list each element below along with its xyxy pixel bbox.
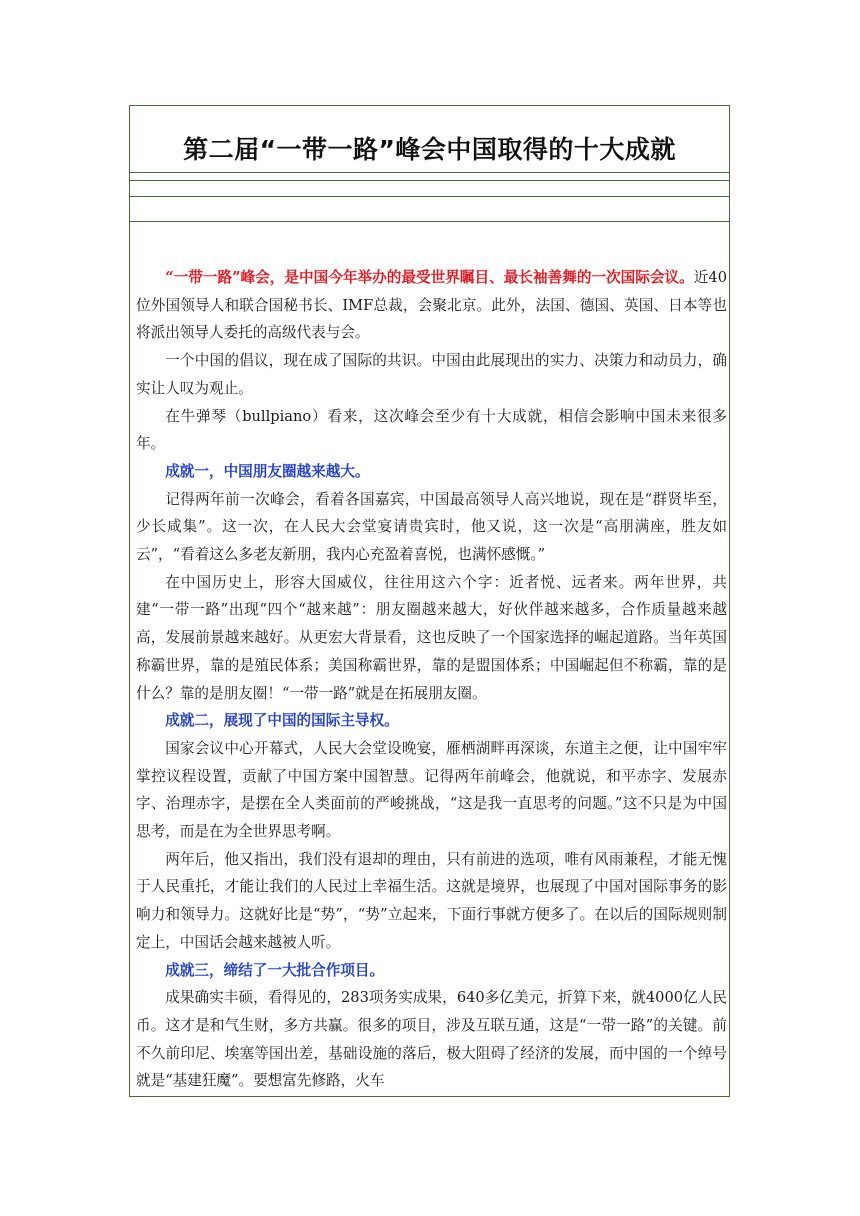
section-heading-1: 成就一，中国朋友圈越来越大。 [165, 462, 370, 480]
body-paragraph: 国家会议中心开幕式，人民大会堂设晚宴，雁栖湖畔再深谈，东道主之便，让中国牢牢掌控议程设置，贡献了中国方案中国智慧。记得两年前峰会，他就说，和平赤字、发展赤字、治理赤字，是摆在全人类面前的严峻挑战，“这是我一直思考的问题。”这不只是为中国思考，而是在为全世界思考啊。 [136, 739, 727, 841]
document-table [129, 105, 730, 1097]
intro-rest: 近40位外国领导人和联合国秘书长、IMF总裁，会聚北京。此外，法国、德国、英国、日本等也将派出领导人委托的高级代表与会。 [136, 269, 727, 342]
page-title: 第二届“一带一路”峰会中国取得的十大成就 [183, 135, 676, 164]
body-paragraph: 记得两年前一次峰会，看着各国嘉宾，中国最高领导人高兴地说，现在是“群贤毕至，少长咸集”。这一次，在人民大会堂宴请贵宾时，他又说，这一次是“高朋满座，胜友如云”，“看着这么多老友新朋，我内心充盈着喜悦，也满怀感慨。” [136, 490, 727, 564]
body-paragraph: 两年后，他又指出，我们没有退却的理由，只有前进的选项，唯有风雨兼程，才能无愧于人民重托，才能让我们的人民过上幸福生活。这就是境界，也展现了中国对国际事务的影响力和领导力。这就好比是“势”，“势”立起来，下面行事就方便多了。在以后的国际规则制定上，中国话会越来越被人听。 [136, 850, 727, 951]
intro-paragraph [136, 264, 727, 347]
spacer-row [130, 181, 729, 197]
title-cell [130, 106, 729, 173]
spacer-row [130, 197, 729, 222]
intro-highlight: “一带一路”峰会，是中国今年举办的最受世界瞩目、最长袖善舞的一次国际会议。 [165, 269, 694, 286]
section-heading-2: 成就二，展现了中国的国际主导权。 [165, 712, 399, 730]
body-paragraph: 在牛弹琴（bullpiano）看来，这次峰会至少有十大成就，相信会影响中国未来很多年。 [136, 407, 727, 453]
spacer-row [130, 173, 729, 181]
body-paragraph: 在中国历史上，形容大国威仪，往往用这六个字：近者悦、远者来。两年世界，共建“一带一路”出现“四个“越来越”：朋友圈越来越大，好伙伴越来越多，合作质量越来越高，发展前景越来越好。从更宏大背景看，这也反映了一个国家选择的崛起道路。当年英国称霸世界，靠的是殖民体系；美国称霸世界，靠的是盟国体系；中国崛起但不称霸，靠的是什么？靠的是朋友圈！“一带一路”就是在拓展朋友圈。 [136, 573, 727, 702]
section-heading-3: 成就三，缔结了一大批合作项目。 [165, 961, 385, 979]
article-body [130, 222, 729, 1095]
body-paragraph: 一个中国的倡议，现在成了国际的共识。中国由此展现出的实力、决策力和动员力，确实让人叹为观止。 [136, 352, 727, 397]
body-paragraph: 成果确实丰硕，看得见的，283项务实成果，640多亿美元，折算下来，就4000亿人民币。这才是和气生财，多方共赢。很多的项目，涉及互联互通，这是“一带一路”的关键。前不久前印尼、埃塞等国出差，基础设施的落后，极大阻碍了经济的发展，而中国的一个绰号就是“基建狂魔”。要想富先修路，火车 [136, 989, 727, 1090]
